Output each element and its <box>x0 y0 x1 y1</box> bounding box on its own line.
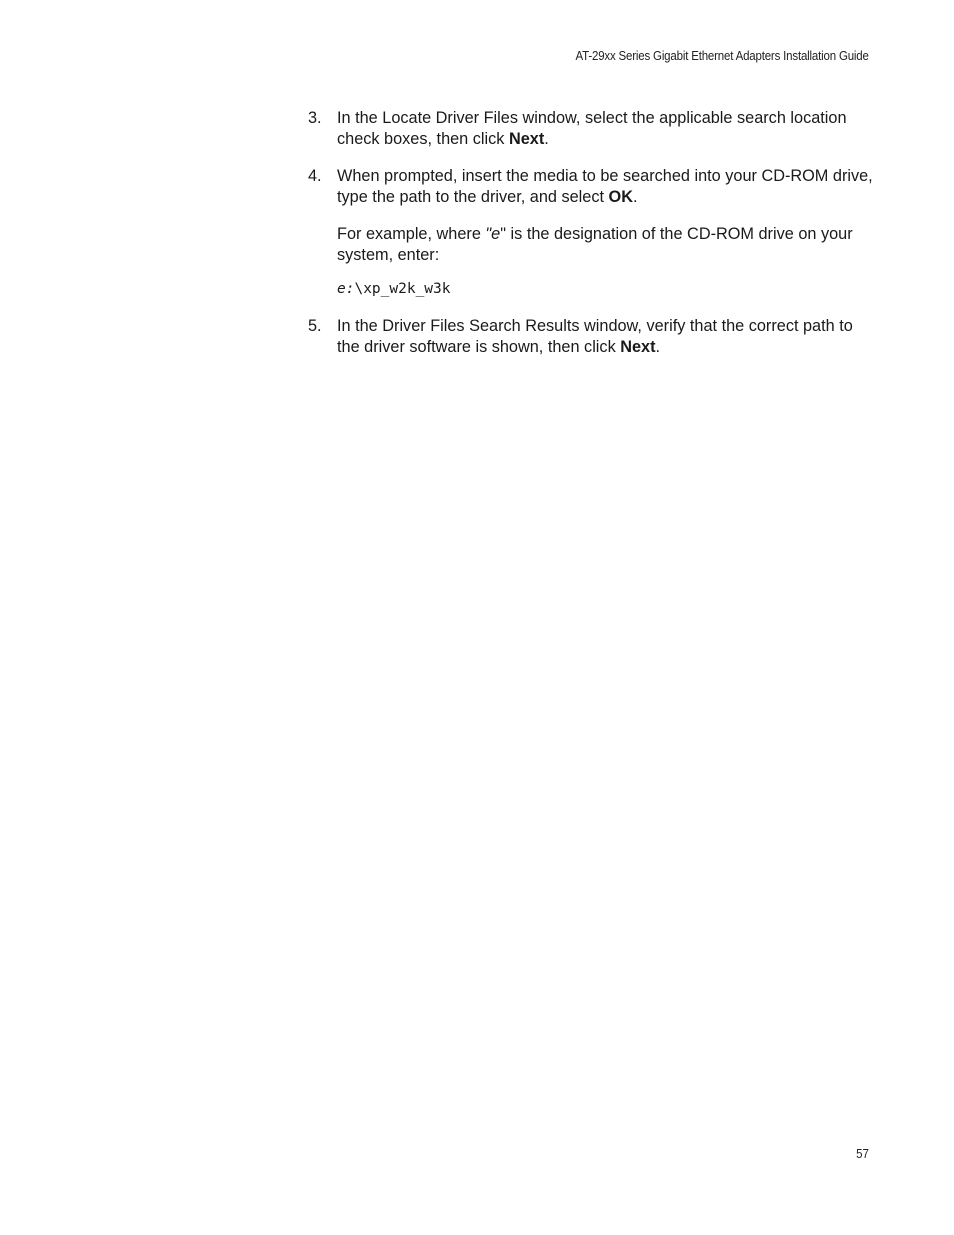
step-number: 4. <box>308 167 322 185</box>
next-label: Next <box>620 337 656 356</box>
step-text <box>337 166 878 207</box>
step-text-body: In the Driver Files Search Results window, verify that the correct path to the driver software is shown, then click <box>337 317 853 356</box>
step-text <box>337 108 878 149</box>
step-3 <box>308 108 878 149</box>
driver-path-code <box>337 279 878 299</box>
step-text-body: When prompted, insert the media to be searched into your CD-ROM drive, type the path to the driver, and select <box>337 167 873 206</box>
drive-letter: "e <box>485 225 501 243</box>
example-text-start: For example, where <box>337 225 486 243</box>
step-5 <box>308 316 878 357</box>
example-text-end: " is the designation of the CD-ROM drive on your system, enter: <box>337 225 853 264</box>
step-4 <box>308 166 878 299</box>
step-text <box>337 316 878 357</box>
code-drive-variable: e: <box>337 281 355 297</box>
step-number: 3. <box>308 109 322 127</box>
next-label: Next <box>508 129 545 148</box>
page-number: 57 <box>856 1147 869 1161</box>
step-text-end: . <box>655 337 661 356</box>
instruction-list <box>308 108 878 374</box>
ok-label: OK <box>608 187 633 206</box>
example-text <box>337 224 878 265</box>
code-path: \xp_w2k_w3k <box>354 281 451 297</box>
step-text-end: . <box>632 187 638 206</box>
step-text-end: . <box>544 129 549 148</box>
step-number: 5. <box>308 317 322 335</box>
running-header: AT-29xx Series Gigabit Ethernet Adapters Installation Guide <box>575 49 869 63</box>
step-text-body: In the Locate Driver Files window, select the applicable search location check boxes, then click <box>337 109 847 148</box>
